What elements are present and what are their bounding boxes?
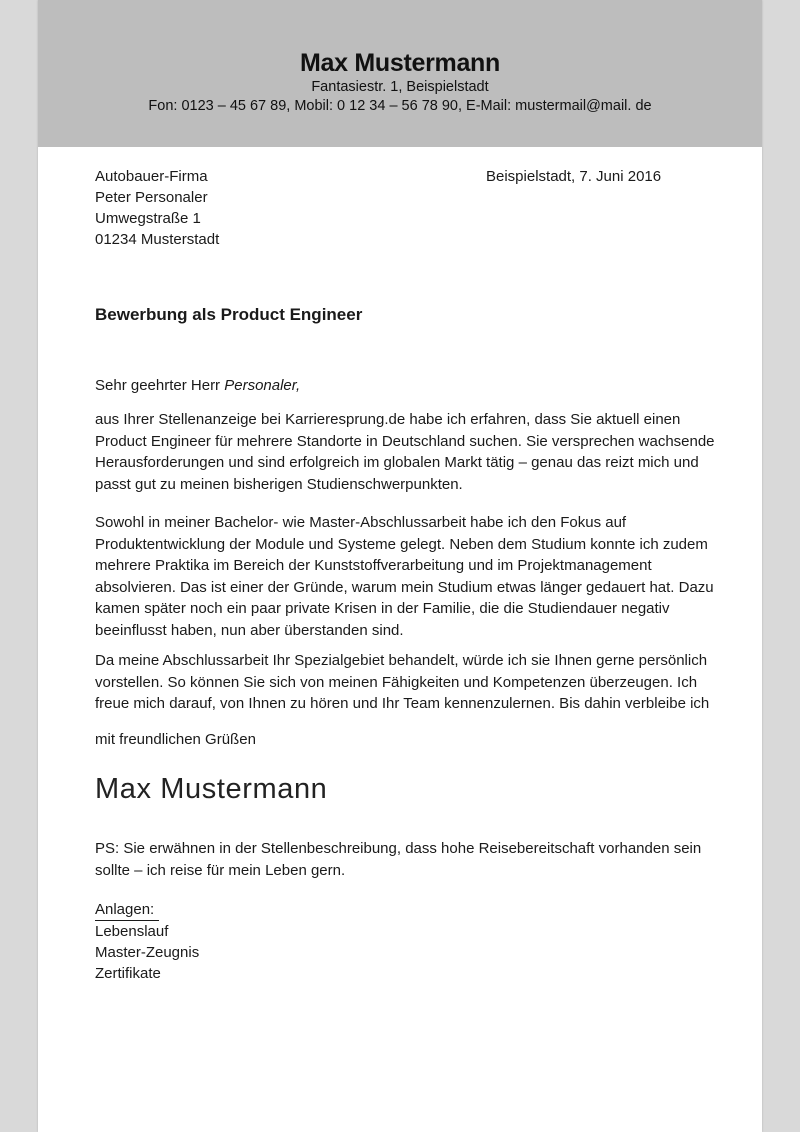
- ps-note: PS: Sie erwähnen in der Stellenbeschreibung, dass hohe Reisebereitschaft vorhanden sein sollte – ich reise für mein Leben gern.: [95, 840, 702, 879]
- enclosure-item-certificate: Master-Zeugnis: [95, 944, 200, 961]
- enclosure-item-credentials: Zertifikate: [95, 965, 161, 982]
- subject-line: Bewerbung als Product Engineer: [95, 305, 363, 324]
- salutation: [95, 375, 715, 397]
- recipient-line-street: Umwegstraße 1: [95, 210, 201, 227]
- body-paragraph-1: aus Ihrer Stellenanzeige bei Karrieresprung.de habe ich erfahren, dass Sie aktuell einen Product Engineer für mehrere Standorte in Deutschland suchen. Sie versprechen wachsende Herausforderungen und sind erfolgreich im globalen Markt tätig – genau das reizt mich und passt gut zu meinen bisherigen Studienschwerpunkten.: [95, 411, 715, 493]
- recipient-line-city: 01234 Musterstadt: [95, 231, 220, 248]
- enclosure-item-cv: Lebenslauf: [95, 923, 169, 940]
- sender-contact: Fon: 0123 – 45 67 89, Mobil: 0 12 34 – 56 78 90, E-Mail: mustermail@mail. de: [148, 98, 652, 114]
- sender-address: Fantasiestr. 1, Beispielstadt: [311, 79, 489, 95]
- signature-name: Max Mustermann: [95, 773, 328, 805]
- letter-page: [38, 0, 762, 1132]
- sender-name: Max Mustermann: [299, 49, 500, 77]
- body-paragraph-2: Sowohl in meiner Bachelor- wie Master-Abschlussarbeit habe ich den Fokus auf Produktentwicklung der Module und Systeme gelegt. Neben dem Studium konnte ich zudem mehrere Praktika im Bereich der Kunststoffverarbeitung und im Projektmanagement absolvieren. Das ist einer der Gründe, warum mein Studium etwas länger gedauert hat. Dazu kamen später noch ein paar private Krisen in der Familie, die die Studiendauer negativ beeinflusst haben, nun aber überstanden sind.: [95, 514, 714, 639]
- letterhead-band: [38, 0, 762, 147]
- recipient-line-person: Peter Personaler: [95, 189, 208, 206]
- body-paragraph-3: Da meine Abschlussarbeit Ihr Spezialgebiet behandelt, würde ich sie Ihnen gerne persönlich vorstellen. So können Sie sich von meinen Fähigkeiten und Kompetenzen überzeugen. Ich freue mich darauf, von Ihnen zu hören und Ihr Team kennenzulernen. Bis dahin verbleibe ich: [95, 652, 710, 712]
- recipient-line-company: Autobauer-Firma: [95, 168, 208, 185]
- salutation-prefix: Sehr geehrter Herr: [95, 377, 225, 394]
- date-line: Beispielstadt, 7. Juni 2016: [486, 168, 662, 185]
- enclosures-block: [95, 899, 715, 984]
- closing-line: mit freundlichen Grüßen: [95, 731, 256, 748]
- salutation-name: Personaler,: [224, 377, 301, 394]
- enclosures-label: Anlagen:: [95, 899, 159, 921]
